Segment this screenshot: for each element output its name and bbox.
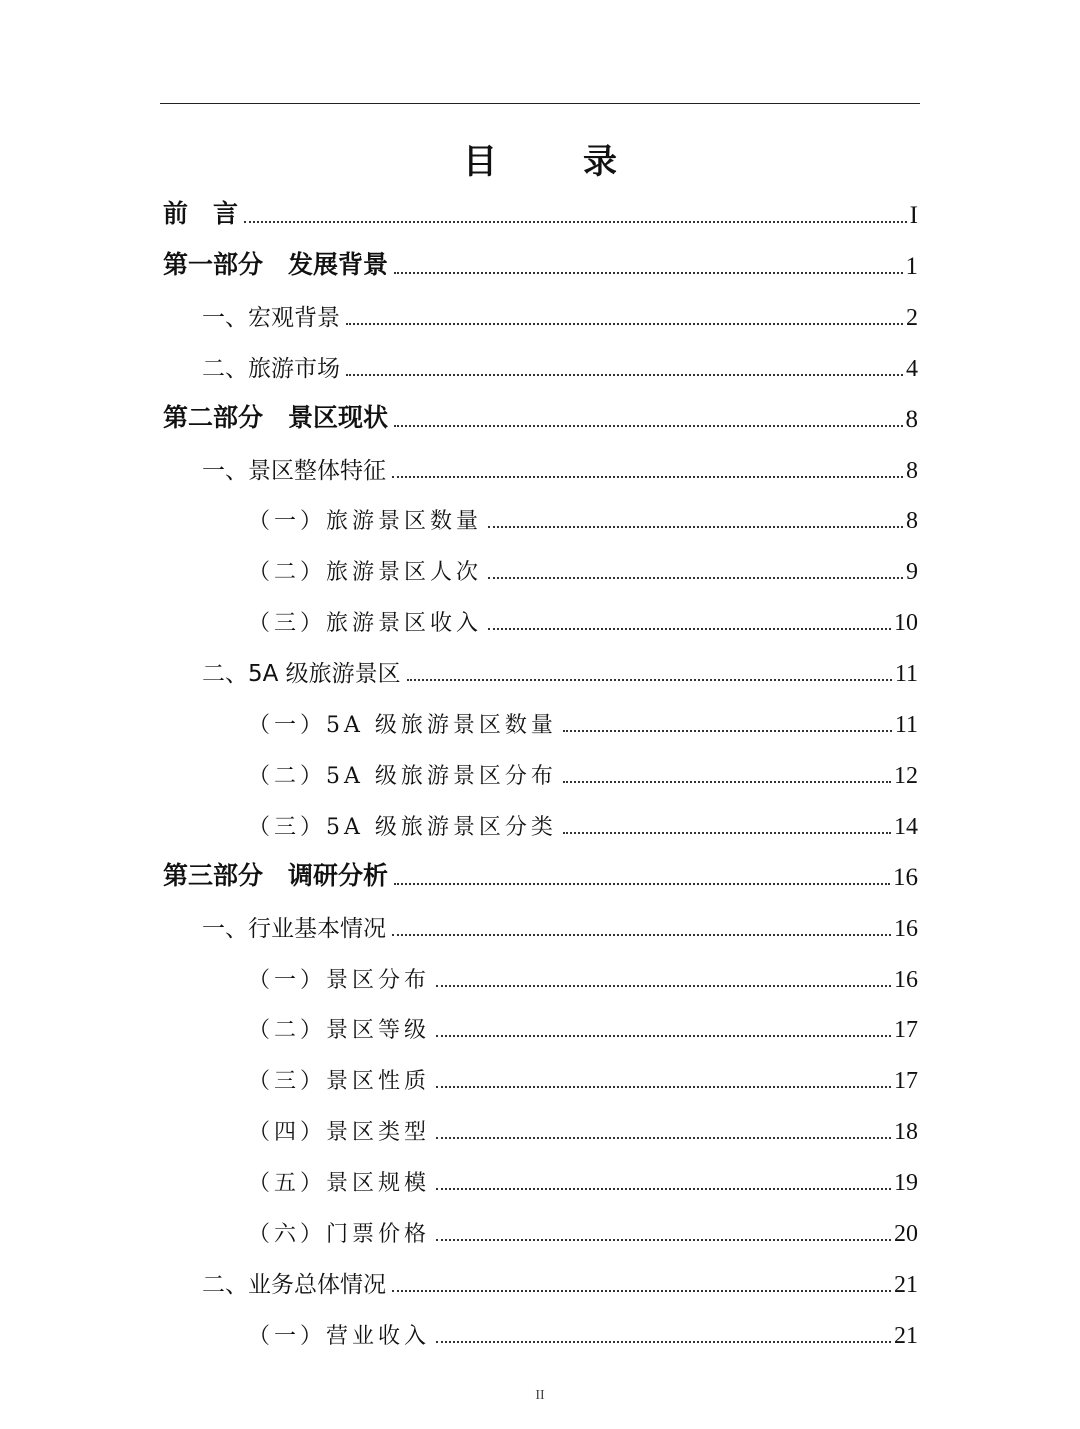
toc-entry-label: （二）5A 级旅游景区分布 <box>248 763 557 789</box>
toc-dot-leader <box>436 985 891 987</box>
toc-entry-label: 第一部分 发展背景 <box>163 249 389 279</box>
footer-page-number: II <box>535 1388 545 1403</box>
toc-entry-label: 第三部分 调研分析 <box>163 860 389 890</box>
toc-dot-leader <box>392 934 891 936</box>
toc-dot-leader <box>346 323 903 325</box>
toc-entry[interactable] <box>248 807 918 841</box>
toc-entry[interactable] <box>248 960 918 994</box>
toc-entry-page-number: 21 <box>894 1271 918 1298</box>
toc-dot-leader <box>407 679 892 681</box>
toc-entry-page-number: 17 <box>894 1017 918 1044</box>
toc-dot-leader <box>436 1086 891 1088</box>
toc-dot-leader <box>346 374 903 376</box>
toc-entry-label: （三）旅游景区收入 <box>248 611 483 637</box>
toc-entry-label: （二）景区等级 <box>248 1018 431 1044</box>
toc-entry-label: （三）景区性质 <box>248 1069 431 1095</box>
toc-dot-leader <box>563 730 892 732</box>
toc-dot-leader <box>563 832 891 834</box>
toc-entry-page-number: 11 <box>894 661 918 688</box>
toc-entry-page-number: 4 <box>906 355 918 382</box>
toc-entry-page-number: 17 <box>894 1068 918 1095</box>
toc-dot-leader <box>488 526 903 528</box>
toc-entry-page-number: 16 <box>894 915 918 942</box>
toc-entry-page-number: 19 <box>894 1170 918 1197</box>
toc-entry-page-number: 8 <box>906 457 918 484</box>
toc-dot-leader <box>563 781 891 783</box>
toc-entry-label: 二、业务总体情况 <box>202 1271 386 1298</box>
toc-entry-page-number: 9 <box>906 559 918 586</box>
toc-entry-page-number: 2 <box>906 304 918 331</box>
toc-entry[interactable] <box>248 603 918 637</box>
toc-entry[interactable] <box>202 654 918 688</box>
toc-entry-page-number: 12 <box>894 762 918 789</box>
toc-entry-label: （五）景区规模 <box>248 1171 431 1197</box>
toc-entry[interactable] <box>163 400 918 434</box>
toc-dot-leader <box>488 628 891 630</box>
toc-entry[interactable] <box>248 705 918 739</box>
toc-entry[interactable] <box>163 247 918 281</box>
toc-dot-leader <box>436 1035 891 1037</box>
toc-entry-page-number: 16 <box>894 966 918 993</box>
toc-entry-label: （一）5A 级旅游景区数量 <box>248 713 557 738</box>
toc-entry-label: （三）5A 级旅游景区分类 <box>248 814 557 840</box>
toc-entry-page-number: 1 <box>905 252 918 280</box>
toc-entry-label: 二、5A 级旅游景区 <box>202 661 401 688</box>
toc-entry-label: 第二部分 景区现状 <box>163 402 389 432</box>
toc-entry-page-number: 8 <box>906 508 918 535</box>
toc-entry[interactable] <box>248 1163 918 1197</box>
page-title: 目 录 <box>463 142 643 182</box>
toc-entry[interactable] <box>248 552 918 586</box>
toc-entry-page-number: 8 <box>905 405 918 433</box>
toc-entry-label: （六）门票价格 <box>248 1222 431 1247</box>
toc-entry-page-number: 11 <box>894 712 918 738</box>
toc-entry[interactable] <box>202 909 918 943</box>
toc-entry-label: （二）旅游景区人次 <box>248 560 483 586</box>
toc-entry-page-number: 20 <box>894 1221 918 1247</box>
toc-entry[interactable] <box>248 501 918 535</box>
toc-entry-page-number: 16 <box>893 863 918 891</box>
toc-dot-leader <box>436 1188 891 1190</box>
toc-dot-leader <box>436 1137 891 1139</box>
toc-dot-leader <box>392 1290 891 1292</box>
toc-entry[interactable] <box>248 1214 918 1248</box>
toc-entry-label: 一、宏观背景 <box>202 304 340 331</box>
toc-entry[interactable] <box>163 196 918 230</box>
toc-entry-label: （一）旅游景区数量 <box>248 509 483 535</box>
toc-entry-label: 一、行业基本情况 <box>202 915 386 942</box>
toc-entry[interactable] <box>248 1316 918 1350</box>
toc-entry[interactable] <box>248 1010 918 1044</box>
toc-dot-leader <box>488 577 903 579</box>
toc-entry[interactable] <box>202 451 918 485</box>
toc-entry[interactable] <box>163 858 918 892</box>
toc-entry-label: 前 言 <box>163 199 239 228</box>
toc-dot-leader <box>436 1341 891 1343</box>
toc-entry[interactable] <box>202 298 918 332</box>
toc-entry-page-number: 10 <box>894 610 918 637</box>
toc-dot-leader <box>394 883 890 885</box>
toc-entry[interactable] <box>248 1061 918 1095</box>
toc-entry-label: （一）景区分布 <box>248 967 431 993</box>
toc-dot-leader <box>244 221 907 223</box>
toc-entry-label: 二、旅游市场 <box>202 355 340 382</box>
toc-entry[interactable] <box>202 349 918 383</box>
toc-entry[interactable] <box>248 756 918 790</box>
toc-dot-leader <box>394 425 902 427</box>
toc-dot-leader <box>392 476 903 478</box>
toc-dot-leader <box>436 1239 891 1241</box>
toc-entry-page-number: 18 <box>894 1119 918 1146</box>
toc-entry-page-number: 21 <box>894 1322 918 1349</box>
toc-entry[interactable] <box>202 1265 918 1299</box>
toc-entry-label: 一、景区整体特征 <box>202 457 386 484</box>
toc-dot-leader <box>394 272 902 274</box>
toc-entry-page-number: I <box>909 202 918 229</box>
toc-entry-page-number: 14 <box>894 813 918 840</box>
toc-entry-label: （四）景区类型 <box>248 1120 431 1146</box>
toc-entry[interactable] <box>248 1112 918 1146</box>
toc-entry-label: （一）营业收入 <box>248 1323 431 1349</box>
